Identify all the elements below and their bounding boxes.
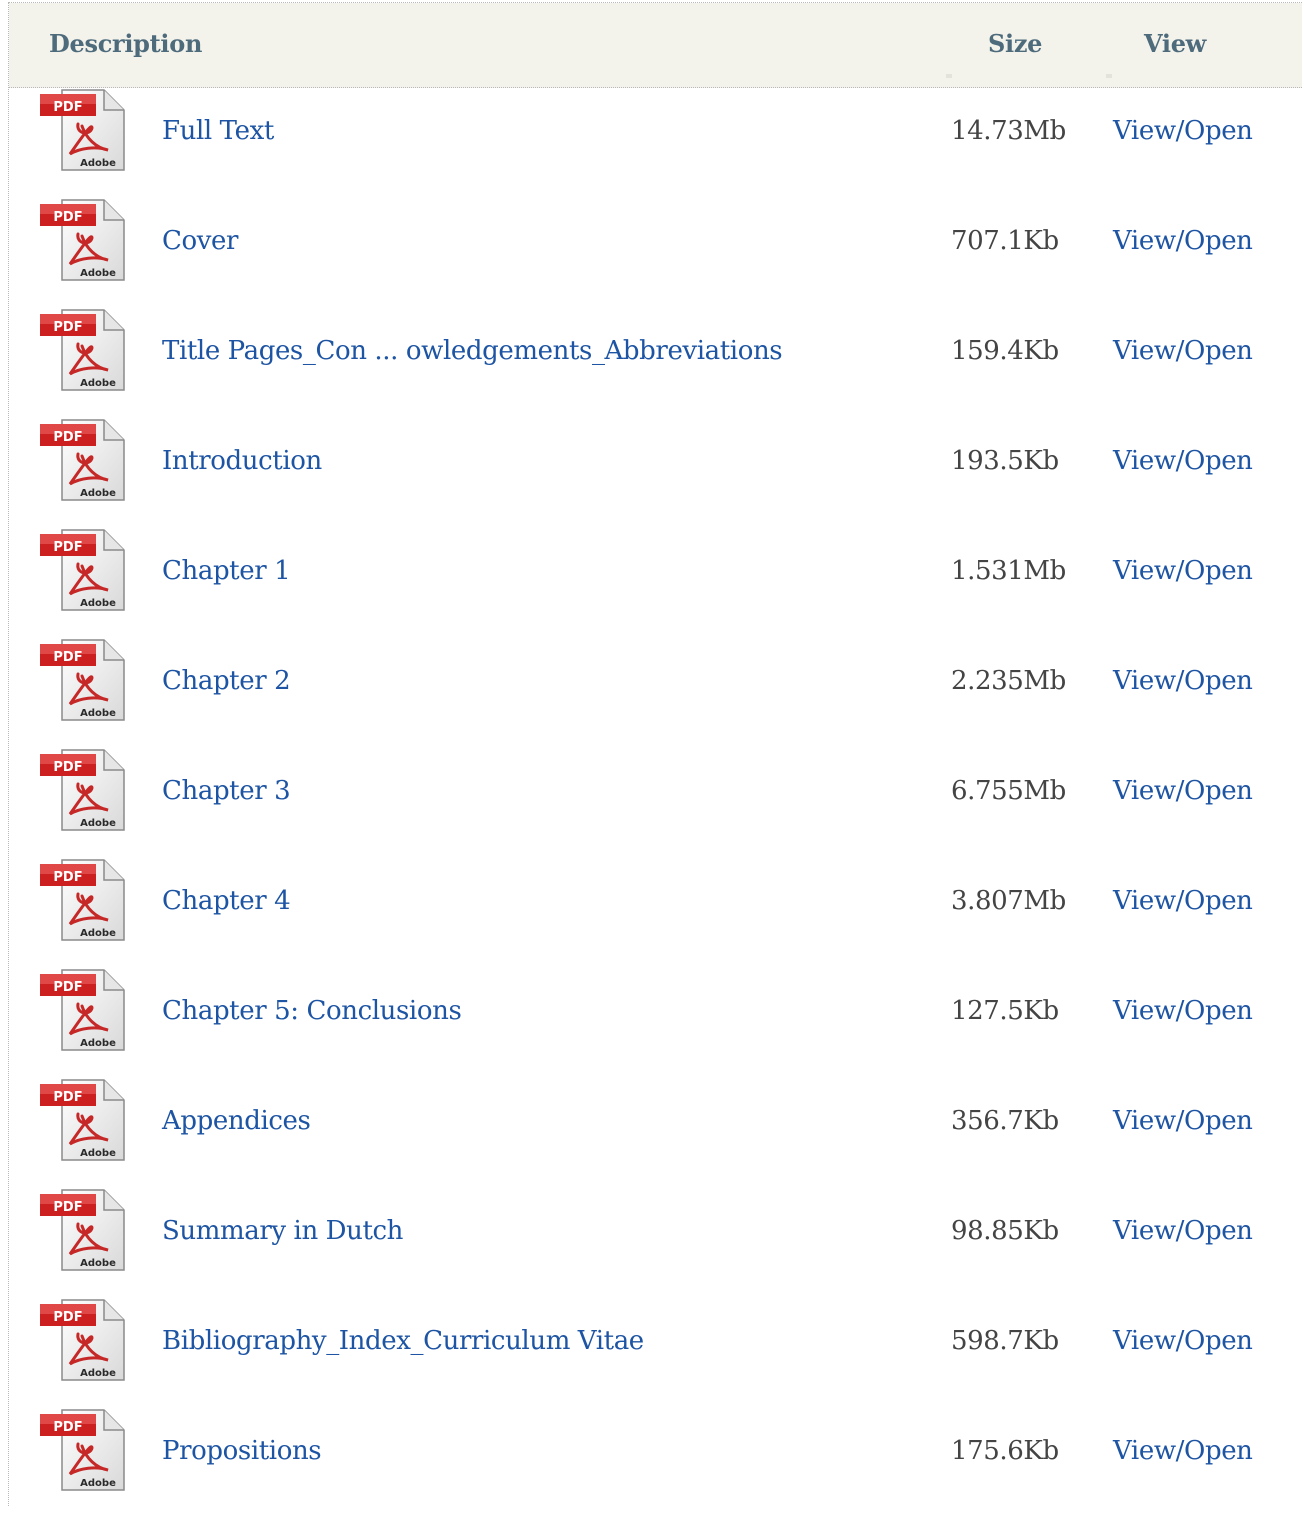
svg-text:Adobe: Adobe xyxy=(80,1368,116,1379)
svg-text:PDF: PDF xyxy=(53,1090,83,1105)
svg-text:Adobe: Adobe xyxy=(80,1038,116,1049)
file-size: 598.7Kb xyxy=(951,1326,1059,1356)
svg-text:PDF: PDF xyxy=(53,1200,83,1215)
file-name-link[interactable]: Bibliography_Index_Curriculum Vitae xyxy=(162,1326,644,1356)
svg-text:Adobe: Adobe xyxy=(80,268,116,279)
table-row xyxy=(9,198,1303,308)
file-name-link[interactable]: Introduction xyxy=(162,446,322,476)
file-size: 193.5Kb xyxy=(951,446,1059,476)
svg-text:PDF: PDF xyxy=(53,430,83,445)
header-size: Size xyxy=(988,29,1043,58)
table-row xyxy=(9,528,1303,638)
file-size: 3.807Mb xyxy=(951,886,1066,916)
pdf-file-icon xyxy=(40,638,126,722)
file-name-link[interactable]: Title Pages_Con ... owledgements_Abbreviations xyxy=(162,336,783,366)
pdf-file-icon xyxy=(40,308,126,392)
file-name-link[interactable]: Chapter 2 xyxy=(162,666,291,696)
file-list-table xyxy=(8,2,1302,1506)
file-size: 175.6Kb xyxy=(951,1436,1059,1466)
file-size: 356.7Kb xyxy=(951,1106,1059,1136)
view-open-link[interactable]: View/Open xyxy=(1113,1436,1253,1466)
view-open-link[interactable]: View/Open xyxy=(1113,1326,1253,1356)
pdf-file-icon xyxy=(40,968,126,1052)
view-open-link[interactable]: View/Open xyxy=(1113,1216,1253,1246)
svg-text:Adobe: Adobe xyxy=(80,1478,116,1489)
pdf-file-icon xyxy=(40,1298,126,1382)
pdf-file-icon xyxy=(40,858,126,942)
file-size: 6.755Mb xyxy=(951,776,1066,806)
pdf-file-icon xyxy=(40,418,126,502)
svg-text:PDF: PDF xyxy=(53,210,83,225)
table-row xyxy=(9,88,1303,198)
view-open-link[interactable]: View/Open xyxy=(1113,116,1253,146)
svg-text:Adobe: Adobe xyxy=(80,378,116,389)
svg-text:Adobe: Adobe xyxy=(80,598,116,609)
table-row xyxy=(9,858,1303,968)
view-open-link[interactable]: View/Open xyxy=(1113,1106,1253,1136)
svg-text:PDF: PDF xyxy=(53,540,83,555)
pdf-file-icon xyxy=(40,748,126,832)
table-row xyxy=(9,1408,1303,1518)
view-open-link[interactable]: View/Open xyxy=(1113,996,1253,1026)
header-description: Description xyxy=(49,29,203,58)
svg-text:PDF: PDF xyxy=(53,650,83,665)
header-divider xyxy=(1106,74,1112,78)
table-header xyxy=(9,3,1302,88)
file-name-link[interactable]: Chapter 3 xyxy=(162,776,291,806)
file-size: 707.1Kb xyxy=(951,226,1059,256)
svg-text:Adobe: Adobe xyxy=(80,708,116,719)
file-size: 98.85Kb xyxy=(951,1216,1059,1246)
table-row xyxy=(9,1298,1303,1408)
header-divider xyxy=(946,74,952,78)
view-open-link[interactable]: View/Open xyxy=(1113,446,1253,476)
svg-text:PDF: PDF xyxy=(53,980,83,995)
svg-text:PDF: PDF xyxy=(53,320,83,335)
file-name-link[interactable]: Chapter 5: Conclusions xyxy=(162,996,462,1026)
file-size: 1.531Mb xyxy=(951,556,1066,586)
svg-text:Adobe: Adobe xyxy=(80,928,116,939)
file-size: 2.235Mb xyxy=(951,666,1066,696)
svg-text:Adobe: Adobe xyxy=(80,158,116,169)
file-size: 159.4Kb xyxy=(951,336,1059,366)
view-open-link[interactable]: View/Open xyxy=(1113,776,1253,806)
file-name-link[interactable]: Appendices xyxy=(162,1106,311,1136)
view-open-link[interactable]: View/Open xyxy=(1113,226,1253,256)
pdf-file-icon xyxy=(40,1188,126,1272)
table-row xyxy=(9,748,1303,858)
svg-text:PDF: PDF xyxy=(53,1420,83,1435)
svg-text:PDF: PDF xyxy=(53,870,83,885)
pdf-file-icon xyxy=(40,528,126,612)
file-name-link[interactable]: Summary in Dutch xyxy=(162,1216,404,1246)
svg-text:Adobe: Adobe xyxy=(80,1258,116,1269)
file-size: 127.5Kb xyxy=(951,996,1059,1026)
table-row xyxy=(9,1188,1303,1298)
view-open-link[interactable]: View/Open xyxy=(1113,336,1253,366)
svg-text:Adobe: Adobe xyxy=(80,488,116,499)
header-view: View xyxy=(1144,29,1207,58)
svg-text:Adobe: Adobe xyxy=(80,1148,116,1159)
file-name-link[interactable]: Propositions xyxy=(162,1436,322,1466)
file-name-link[interactable]: Chapter 4 xyxy=(162,886,291,916)
pdf-file-icon xyxy=(40,1408,126,1492)
svg-text:Adobe: Adobe xyxy=(80,818,116,829)
table-row xyxy=(9,968,1303,1078)
file-name-link[interactable]: Cover xyxy=(162,226,239,256)
svg-text:PDF: PDF xyxy=(53,1310,83,1325)
pdf-file-icon xyxy=(40,1078,126,1162)
view-open-link[interactable]: View/Open xyxy=(1113,666,1253,696)
view-open-link[interactable]: View/Open xyxy=(1113,886,1253,916)
pdf-file-icon xyxy=(40,88,126,172)
table-row xyxy=(9,638,1303,748)
table-row xyxy=(9,1078,1303,1188)
file-name-link[interactable]: Chapter 1 xyxy=(162,556,291,586)
pdf-file-icon xyxy=(40,198,126,282)
file-name-link[interactable]: Full Text xyxy=(162,116,274,146)
svg-text:PDF: PDF xyxy=(53,100,83,115)
view-open-link[interactable]: View/Open xyxy=(1113,556,1253,586)
table-row xyxy=(9,418,1303,528)
file-size: 14.73Mb xyxy=(951,116,1066,146)
svg-text:PDF: PDF xyxy=(53,760,83,775)
table-row xyxy=(9,308,1303,418)
